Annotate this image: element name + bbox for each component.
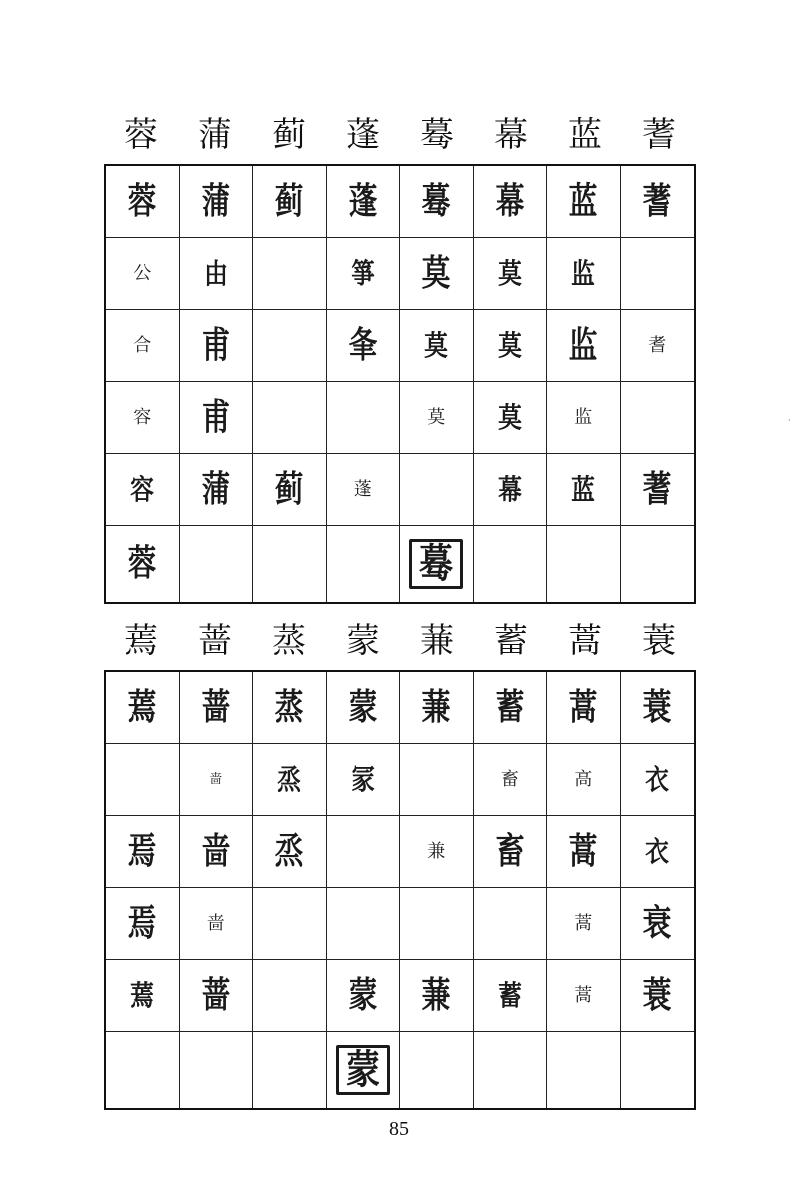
glyph-cell	[621, 672, 695, 744]
empty-cell	[474, 526, 548, 602]
ancient-glyph: 公	[133, 262, 152, 284]
glyph-cell	[253, 166, 327, 238]
ancient-glyph: 蒿	[574, 912, 593, 934]
glyph-cell	[180, 672, 254, 744]
ancient-glyph: 蓄	[497, 978, 522, 1012]
glyph-cell	[327, 238, 401, 310]
empty-cell	[547, 526, 621, 602]
glyph-cell	[474, 454, 548, 526]
glyph-cell	[106, 816, 180, 888]
ancient-glyph: 蓬	[348, 180, 378, 222]
header-character: 蒲	[198, 115, 232, 155]
ancient-glyph: 莫	[497, 256, 522, 290]
glyph-cell	[400, 166, 474, 238]
empty-cell	[327, 382, 401, 454]
glyph-cell	[547, 888, 621, 960]
glyph-cell	[621, 166, 695, 238]
glyph-cell	[400, 310, 474, 382]
glyph-cell	[106, 382, 180, 454]
glyph-cell	[621, 960, 695, 1032]
glyph-cell	[474, 672, 548, 744]
ancient-glyph: 蓑	[642, 686, 672, 728]
ancient-glyph: 蒙	[348, 686, 378, 728]
glyph-cell	[621, 816, 695, 888]
ancient-glyph: 啬	[201, 830, 231, 872]
glyph-cell	[621, 310, 695, 382]
glyph-cell	[474, 960, 548, 1032]
empty-cell	[180, 526, 254, 602]
glyph-cell	[547, 166, 621, 238]
glyph-cell	[253, 744, 327, 816]
table-header-row	[104, 106, 696, 164]
glyph-cell	[327, 1032, 401, 1108]
header-character: 蔷	[198, 621, 232, 661]
empty-cell	[400, 888, 474, 960]
ancient-glyph: 蒿	[568, 686, 598, 728]
glyph-cell	[547, 454, 621, 526]
ancient-glyph: 啬	[209, 772, 223, 787]
ancient-glyph: 衣	[645, 834, 670, 868]
header-character: 蓝	[568, 115, 602, 155]
margin-mark: ·	[788, 416, 791, 425]
ancient-glyph: 蓦	[419, 541, 454, 587]
ancient-glyph: 莫	[427, 406, 446, 428]
ancient-glyph: 甫	[201, 324, 231, 366]
glyph-cell	[106, 310, 180, 382]
glyph-cell	[621, 888, 695, 960]
ancient-glyph: 幕	[495, 180, 525, 222]
glyph-cell	[253, 672, 327, 744]
glyph-cell	[180, 166, 254, 238]
glyph-cell	[400, 816, 474, 888]
table-grid	[104, 670, 696, 1110]
ancient-glyph: 蓍	[642, 180, 672, 222]
glyph-cell	[547, 238, 621, 310]
glyph-cell	[547, 744, 621, 816]
glyph-cell	[180, 454, 254, 526]
glyph-cell	[180, 744, 254, 816]
glyph-cell	[547, 960, 621, 1032]
table-grid	[104, 164, 696, 604]
glyph-cell	[106, 960, 180, 1032]
header-character: 蒙	[346, 621, 380, 661]
header-character: 蒿	[568, 621, 602, 661]
empty-cell	[327, 526, 401, 602]
ancient-glyph: 蓝	[568, 180, 598, 222]
empty-cell	[621, 1032, 695, 1108]
ancient-glyph: 由	[203, 256, 228, 290]
header-character: 蓍	[642, 115, 676, 155]
header-character: 蒹	[420, 621, 454, 661]
glyph-cell	[180, 382, 254, 454]
empty-cell	[621, 382, 695, 454]
empty-cell	[547, 1032, 621, 1108]
ancient-glyph: 幕	[497, 472, 522, 506]
glyph-cell	[474, 382, 548, 454]
ancient-glyph: 合	[133, 334, 152, 356]
glyph-cell	[180, 816, 254, 888]
empty-cell	[253, 526, 327, 602]
glyph-cell	[474, 744, 548, 816]
glyph-cell	[474, 166, 548, 238]
empty-cell	[253, 1032, 327, 1108]
glyph-cell	[327, 310, 401, 382]
character-table-2	[104, 612, 696, 1110]
empty-cell	[327, 816, 401, 888]
glyph-cell	[327, 960, 401, 1032]
glyph-cell	[106, 454, 180, 526]
glyph-cell	[180, 960, 254, 1032]
glyph-cell	[400, 382, 474, 454]
glyph-cell	[180, 238, 254, 310]
header-character: 蓟	[272, 115, 306, 155]
ancient-glyph: 蔫	[130, 978, 155, 1012]
ancient-glyph: 容	[130, 472, 155, 506]
empty-cell	[253, 238, 327, 310]
glyph-cell	[547, 672, 621, 744]
empty-cell	[327, 888, 401, 960]
glyph-cell	[106, 526, 180, 602]
glyph-cell	[621, 744, 695, 816]
ancient-glyph: 烝	[274, 830, 304, 872]
empty-cell	[621, 526, 695, 602]
empty-cell	[474, 888, 548, 960]
header-character: 蓬	[346, 115, 380, 155]
ancient-glyph: 蓑	[642, 974, 672, 1016]
empty-cell	[106, 744, 180, 816]
glyph-cell	[180, 888, 254, 960]
glyph-cell	[327, 744, 401, 816]
ancient-glyph: 莫	[497, 328, 522, 362]
ancient-glyph: 蓍	[642, 468, 672, 510]
ancient-glyph: 畜	[500, 768, 519, 790]
header-character: 蓉	[124, 115, 158, 155]
ancient-glyph: 蒙	[348, 974, 378, 1016]
ancient-glyph: 莫	[421, 252, 451, 294]
ancient-glyph: 啬	[206, 912, 225, 934]
table-header-row	[104, 612, 696, 670]
header-character: 蔫	[124, 621, 158, 661]
ancient-glyph: 蓬	[353, 478, 372, 500]
ancient-glyph: 蒲	[201, 468, 231, 510]
ancient-glyph: 容	[133, 406, 152, 428]
seal-stamp	[336, 1045, 390, 1095]
glyph-cell	[400, 960, 474, 1032]
ancient-glyph: 蓟	[274, 180, 304, 222]
header-character: 蓑	[642, 621, 676, 661]
glyph-cell	[327, 454, 401, 526]
empty-cell	[400, 454, 474, 526]
glyph-cell	[327, 672, 401, 744]
ancient-glyph: 箏	[350, 256, 375, 290]
glyph-cell	[474, 310, 548, 382]
glyph-cell	[547, 382, 621, 454]
glyph-cell	[106, 672, 180, 744]
ancient-glyph: 畜	[495, 830, 525, 872]
glyph-cell	[106, 166, 180, 238]
glyph-cell	[547, 310, 621, 382]
empty-cell	[253, 960, 327, 1032]
header-character: 蒸	[272, 621, 306, 661]
ancient-glyph: 蓉	[127, 543, 157, 584]
glyph-cell	[621, 454, 695, 526]
glyph-cell	[180, 310, 254, 382]
glyph-cell	[547, 816, 621, 888]
page-number: 85	[389, 1118, 409, 1140]
header-character: 蓦	[420, 115, 454, 155]
header-character: 幕	[494, 115, 528, 155]
ancient-glyph: 蔫	[127, 686, 157, 728]
glyph-cell	[106, 238, 180, 310]
glyph-cell	[106, 888, 180, 960]
glyph-cell	[400, 238, 474, 310]
empty-cell	[253, 888, 327, 960]
ancient-glyph: 夆	[348, 324, 378, 366]
glyph-cell	[327, 166, 401, 238]
seal-stamp	[409, 539, 463, 589]
empty-cell	[621, 238, 695, 310]
empty-cell	[474, 1032, 548, 1108]
ancient-glyph: 蓉	[127, 180, 157, 222]
ancient-glyph: 蒙	[345, 1047, 380, 1093]
ancient-glyph: 焉	[127, 830, 157, 872]
ancient-glyph: 监	[574, 406, 593, 428]
ancient-glyph: 监	[568, 324, 598, 366]
empty-cell	[400, 1032, 474, 1108]
glyph-cell	[253, 816, 327, 888]
ancient-glyph: 莫	[424, 328, 449, 362]
ancient-glyph: 蔷	[201, 686, 231, 728]
ancient-glyph: 兼	[427, 840, 446, 862]
ancient-glyph: 蒲	[201, 180, 231, 222]
ancient-glyph: 衰	[642, 902, 672, 944]
ancient-glyph: 焉	[127, 902, 157, 944]
ancient-glyph: 蓟	[274, 468, 304, 510]
ancient-glyph: 蒿	[574, 984, 593, 1006]
character-table-1	[104, 106, 696, 604]
ancient-glyph: 蒹	[421, 974, 451, 1016]
ancient-glyph: 蓝	[571, 472, 596, 506]
empty-cell	[400, 744, 474, 816]
ancient-glyph: 监	[571, 256, 596, 290]
glyph-cell	[474, 238, 548, 310]
empty-cell	[106, 1032, 180, 1108]
ancient-glyph: 高	[574, 768, 593, 790]
ancient-glyph: 蓦	[421, 180, 451, 222]
empty-cell	[253, 310, 327, 382]
ancient-glyph: 烝	[277, 762, 302, 796]
ancient-glyph: 蒹	[421, 686, 451, 728]
header-character: 蓄	[494, 621, 528, 661]
glyph-cell	[253, 454, 327, 526]
empty-cell	[253, 382, 327, 454]
ancient-glyph: 衣	[645, 762, 670, 796]
ancient-glyph: 冡	[350, 762, 375, 796]
ancient-glyph: 蒿	[568, 830, 598, 872]
ancient-glyph: 甫	[201, 396, 231, 438]
glyph-cell	[474, 816, 548, 888]
ancient-glyph: 耆	[648, 334, 667, 356]
ancient-glyph: 蒸	[274, 686, 304, 728]
empty-cell	[180, 1032, 254, 1108]
glyph-cell	[400, 526, 474, 602]
ancient-glyph: 蓄	[495, 686, 525, 728]
glyph-cell	[400, 672, 474, 744]
ancient-glyph: 蔷	[201, 974, 231, 1016]
ancient-glyph: 莫	[497, 400, 522, 434]
